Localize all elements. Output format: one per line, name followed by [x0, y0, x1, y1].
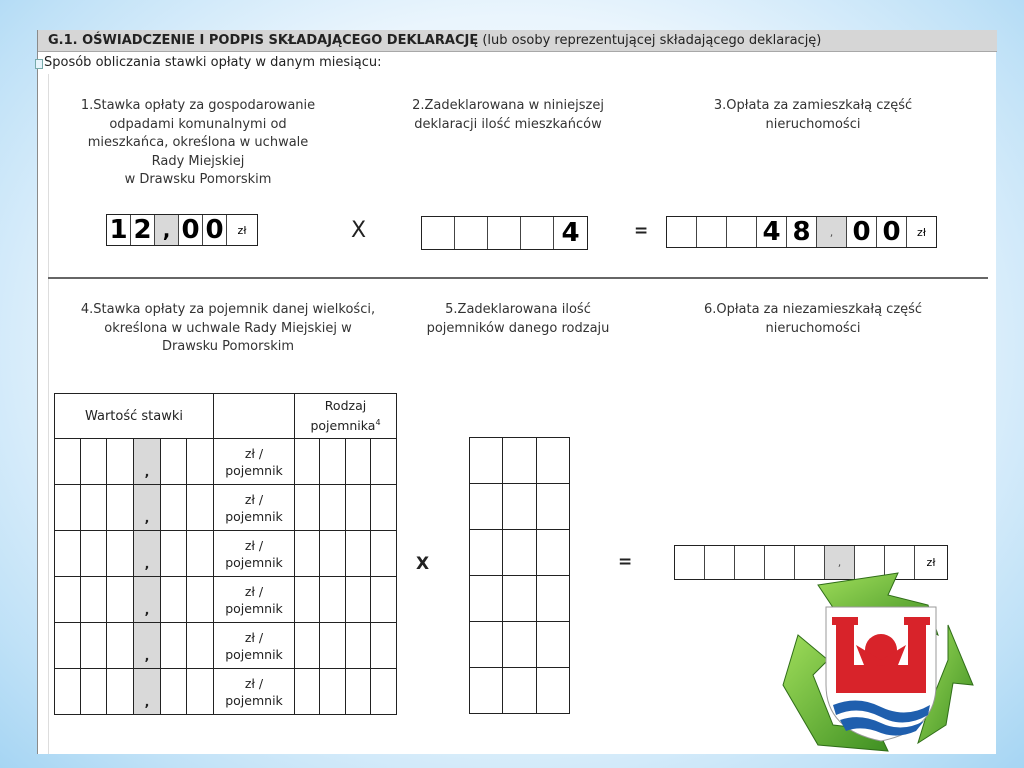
rate-comma: ,: [144, 510, 150, 525]
rate-unit-line: zł /: [244, 445, 264, 461]
section-header-note: (lub osoby reprezentującej składającego deklarację): [478, 33, 822, 48]
label-col3-line: nieruchomości: [765, 116, 861, 132]
container-type-header: [295, 394, 397, 439]
container-count-cell[interactable]: [470, 438, 503, 484]
rate-digit: 2: [131, 215, 155, 245]
table-row: [55, 623, 397, 669]
label-col1-line: 1.Stawka opłaty za gospodarowanie: [80, 98, 316, 113]
label-col2: [378, 97, 638, 134]
label-col6-line: nieruchomości: [765, 320, 861, 336]
container-count-cell[interactable]: [537, 622, 570, 668]
container-type-cell[interactable]: [295, 577, 320, 623]
residents-digit: [521, 217, 554, 249]
rate-per-resident-field[interactable]: [106, 214, 258, 246]
residents-digit: 4: [561, 218, 580, 248]
container-type-cell[interactable]: [295, 623, 320, 669]
rate-digit-cell[interactable]: [161, 623, 187, 669]
container-type-cell[interactable]: [346, 577, 371, 623]
container-type-cell[interactable]: [320, 623, 346, 669]
label-col1-line: odpadami komunalnymi od: [109, 116, 287, 132]
rate-unit-line: zł /: [244, 491, 264, 507]
container-count-cell[interactable]: [503, 484, 537, 530]
container-type-header-line2: [295, 414, 396, 434]
equals-sign: =: [634, 221, 649, 241]
rate-digit-cell[interactable]: [55, 577, 81, 623]
rate-digit-cell[interactable]: [55, 439, 81, 485]
unit-header: [214, 394, 295, 439]
rate-digit-cell[interactable]: [161, 531, 187, 577]
multiply-sign-2: X: [416, 554, 430, 574]
residents-digit: [455, 217, 488, 249]
rate-digit-cell[interactable]: [187, 485, 214, 531]
fee-digit: 0: [847, 217, 877, 247]
label-col2-line: 2.Zadeklarowana w niniejszej: [412, 98, 604, 113]
rate-unit: zł: [237, 223, 247, 237]
container-count-cell[interactable]: [537, 668, 570, 714]
rate-digit-cell[interactable]: [55, 531, 81, 577]
rate-unit-line: pojemnik: [225, 462, 283, 478]
rate-comma: ,: [144, 694, 150, 709]
table-row: [470, 438, 570, 484]
section-header: [38, 30, 997, 52]
table-header-row: [55, 394, 397, 439]
container-type-cell[interactable]: [346, 623, 371, 669]
container-type-cell[interactable]: [371, 577, 397, 623]
container-type-cell[interactable]: [346, 485, 371, 531]
rate-digit-cell[interactable]: [187, 623, 214, 669]
label-col1-line: w Drawsku Pomorskim: [124, 172, 272, 187]
rate-unit-line: pojemnik: [225, 646, 283, 662]
rate-comma: ,: [144, 556, 150, 571]
container-count-cell[interactable]: [503, 576, 537, 622]
section-divider: [48, 277, 988, 279]
residents-digit: [422, 217, 455, 249]
rate-digit-cell[interactable]: [107, 485, 134, 531]
container-type-cell[interactable]: [371, 623, 397, 669]
rate-digit-cell[interactable]: [107, 623, 134, 669]
container-type-cell[interactable]: [320, 485, 346, 531]
label-col2-line: deklaracji ilość mieszkańców: [414, 116, 602, 132]
coat-of-arms-shield-icon: [826, 607, 936, 741]
rate-unit-line: zł /: [244, 583, 264, 599]
label-col6-line: 6.Opłata za niezamieszkałą część: [703, 302, 923, 317]
rate-digit-cell[interactable]: [107, 531, 134, 577]
rate-comma-cell: [134, 439, 161, 485]
table-row: [470, 668, 570, 714]
row-marker-icon: [35, 59, 43, 69]
label-col1: [48, 97, 348, 190]
container-count-cell[interactable]: [470, 668, 503, 714]
label-col4-line: 4.Stawka opłaty za pojemnik danej wielkości,: [80, 302, 376, 317]
rate-rows: [55, 439, 397, 715]
container-type-cell[interactable]: [371, 531, 397, 577]
rate-comma-cell: [134, 669, 161, 715]
container-type-cell[interactable]: [320, 439, 346, 485]
rate-unit-line: pojemnik: [225, 508, 283, 524]
container-type-cell[interactable]: [320, 531, 346, 577]
container-count-cell[interactable]: [503, 668, 537, 714]
container-type-cell[interactable]: [346, 439, 371, 485]
table-row: [55, 439, 397, 485]
rate-digit-cell[interactable]: [81, 577, 107, 623]
rate-unit-cell: [214, 669, 295, 715]
rate-digit-cell[interactable]: [81, 623, 107, 669]
rate-comma: ,: [144, 602, 150, 617]
rate-comma: ,: [144, 464, 150, 479]
container-type-cell[interactable]: [371, 439, 397, 485]
rate-digit-cell[interactable]: [107, 577, 134, 623]
rate-digit: 1: [107, 215, 131, 245]
rate-digit: 0: [203, 215, 227, 245]
rate-unit-line: zł /: [244, 675, 264, 691]
result-digit: [705, 546, 735, 579]
container-rate-table: [54, 393, 397, 715]
container-type-header-line1: Rodzaj: [324, 398, 367, 414]
rate-unit-cell: [214, 485, 295, 531]
fee-digit: 0: [877, 217, 907, 247]
container-count-cell[interactable]: [470, 484, 503, 530]
rate-digit-cell[interactable]: [81, 485, 107, 531]
table-row: [55, 485, 397, 531]
label-col1-line: mieszkańca, określona w uchwale: [87, 135, 309, 150]
rate-comma: ,: [144, 648, 150, 663]
rate-comma: ,: [155, 215, 179, 245]
rate-digit-cell[interactable]: [187, 577, 214, 623]
result-digit: [735, 546, 765, 579]
rate-unit-line: pojemnik: [225, 554, 283, 570]
fee-digit: 4: [757, 217, 787, 247]
residents-digit: [488, 217, 521, 249]
table-row: [55, 531, 397, 577]
label-col4-line: określona w uchwale Rady Miejskiej w: [104, 320, 352, 336]
rate-digit-cell[interactable]: [107, 439, 134, 485]
table-row: [470, 622, 570, 668]
rate-unit-cell: [214, 531, 295, 577]
container-type-cell[interactable]: [371, 485, 397, 531]
count-rows: [470, 438, 570, 714]
label-col5-line: 5.Zadeklarowana ilość: [445, 302, 591, 317]
rate-digit-cell[interactable]: [161, 577, 187, 623]
rate-unit-line: pojemnik: [225, 600, 283, 616]
rate-digit-cell[interactable]: [187, 531, 214, 577]
table-row: [55, 669, 397, 715]
recycling-coat-of-arms-logo: [778, 565, 978, 757]
label-col1-line: Rady Miejskiej: [151, 153, 245, 169]
fee-digit: [667, 217, 697, 247]
table-row: [470, 576, 570, 622]
rate-digit-cell[interactable]: [161, 485, 187, 531]
fee-unit: zł: [917, 225, 926, 239]
rate-digit-cell[interactable]: [55, 669, 81, 715]
rate-comma-cell: [134, 623, 161, 669]
rate-comma-cell: [134, 485, 161, 531]
calculation-subheader-text: Sposób obliczania stawki opłaty w danym miesiącu:: [44, 55, 382, 70]
container-count-cell[interactable]: [470, 576, 503, 622]
rate-digit-cell[interactable]: [81, 669, 107, 715]
rate-digit-cell[interactable]: [161, 669, 187, 715]
label-col3-line: 3.Opłata za zamieszkałą część: [713, 98, 913, 113]
rate-unit-line: zł /: [244, 629, 264, 645]
container-count-cell[interactable]: [537, 484, 570, 530]
result-unit: zł: [926, 556, 936, 569]
label-col5: [403, 301, 633, 338]
rate-comma-cell: [134, 531, 161, 577]
label-col6: [678, 301, 948, 338]
rate-digit: 0: [179, 215, 203, 245]
label-col5-line: pojemników danego rodzaju: [426, 320, 610, 336]
container-count-grid: [469, 437, 570, 714]
fee-digit: [697, 217, 727, 247]
table-row: [55, 577, 397, 623]
equals-sign-2: =: [618, 552, 633, 572]
container-type-header-text: pojemnika: [310, 418, 376, 434]
label-col4: [48, 301, 408, 357]
label-col4-line: Drawsku Pomorskim: [161, 339, 295, 354]
container-type-cell[interactable]: [320, 669, 346, 715]
fee-digit: 8: [787, 217, 817, 247]
container-type-cell[interactable]: [346, 531, 371, 577]
container-count-cell[interactable]: [537, 576, 570, 622]
rate-digit-cell[interactable]: [187, 669, 214, 715]
multiply-sign: X: [351, 218, 367, 243]
fee-digit: [727, 217, 757, 247]
table-row: [470, 530, 570, 576]
container-type-cell[interactable]: [346, 669, 371, 715]
rate-comma-cell: [134, 577, 161, 623]
rate-unit-line: zł /: [244, 537, 264, 553]
table-row: [470, 484, 570, 530]
container-type-cell[interactable]: [371, 669, 397, 715]
inhabited-fee-field[interactable]: [666, 216, 937, 248]
rate-digit-cell[interactable]: [81, 439, 107, 485]
container-count-cell[interactable]: [503, 622, 537, 668]
calculation-subheader: [38, 52, 1003, 74]
rate-digit-cell[interactable]: [81, 531, 107, 577]
container-count-cell[interactable]: [503, 530, 537, 576]
residents-count-field[interactable]: [421, 216, 588, 250]
container-count-cell[interactable]: [537, 530, 570, 576]
container-type-cell[interactable]: [295, 439, 320, 485]
result-digit: [675, 546, 705, 579]
container-count-cell[interactable]: [537, 438, 570, 484]
rate-unit-line: pojemnik: [225, 692, 283, 708]
container-type-cell[interactable]: [320, 577, 346, 623]
container-type-cell[interactable]: [295, 485, 320, 531]
container-count-cell[interactable]: [503, 438, 537, 484]
container-type-cell[interactable]: [295, 669, 320, 715]
rate-value-header: Wartość stawki: [55, 394, 214, 439]
label-col3: [683, 97, 943, 134]
rate-digit-cell[interactable]: [107, 669, 134, 715]
rate-digit-cell[interactable]: [55, 485, 81, 531]
result-comma: ,: [825, 546, 855, 579]
rate-unit-cell: [214, 623, 295, 669]
rate-unit-cell: [214, 439, 295, 485]
rate-digit-cell[interactable]: [161, 439, 187, 485]
rate-digit-cell[interactable]: [55, 623, 81, 669]
container-count-cell[interactable]: [470, 530, 503, 576]
rate-unit-cell: [214, 577, 295, 623]
fee-comma: ,: [817, 217, 847, 247]
container-type-cell[interactable]: [295, 531, 320, 577]
container-count-cell[interactable]: [470, 622, 503, 668]
section-header-title: G.1. OŚWIADCZENIE I PODPIS SKŁADAJĄCEGO DEKLARACJĘ: [48, 33, 479, 48]
rate-digit-cell[interactable]: [187, 439, 214, 485]
footnote-mark: 4: [375, 418, 381, 428]
